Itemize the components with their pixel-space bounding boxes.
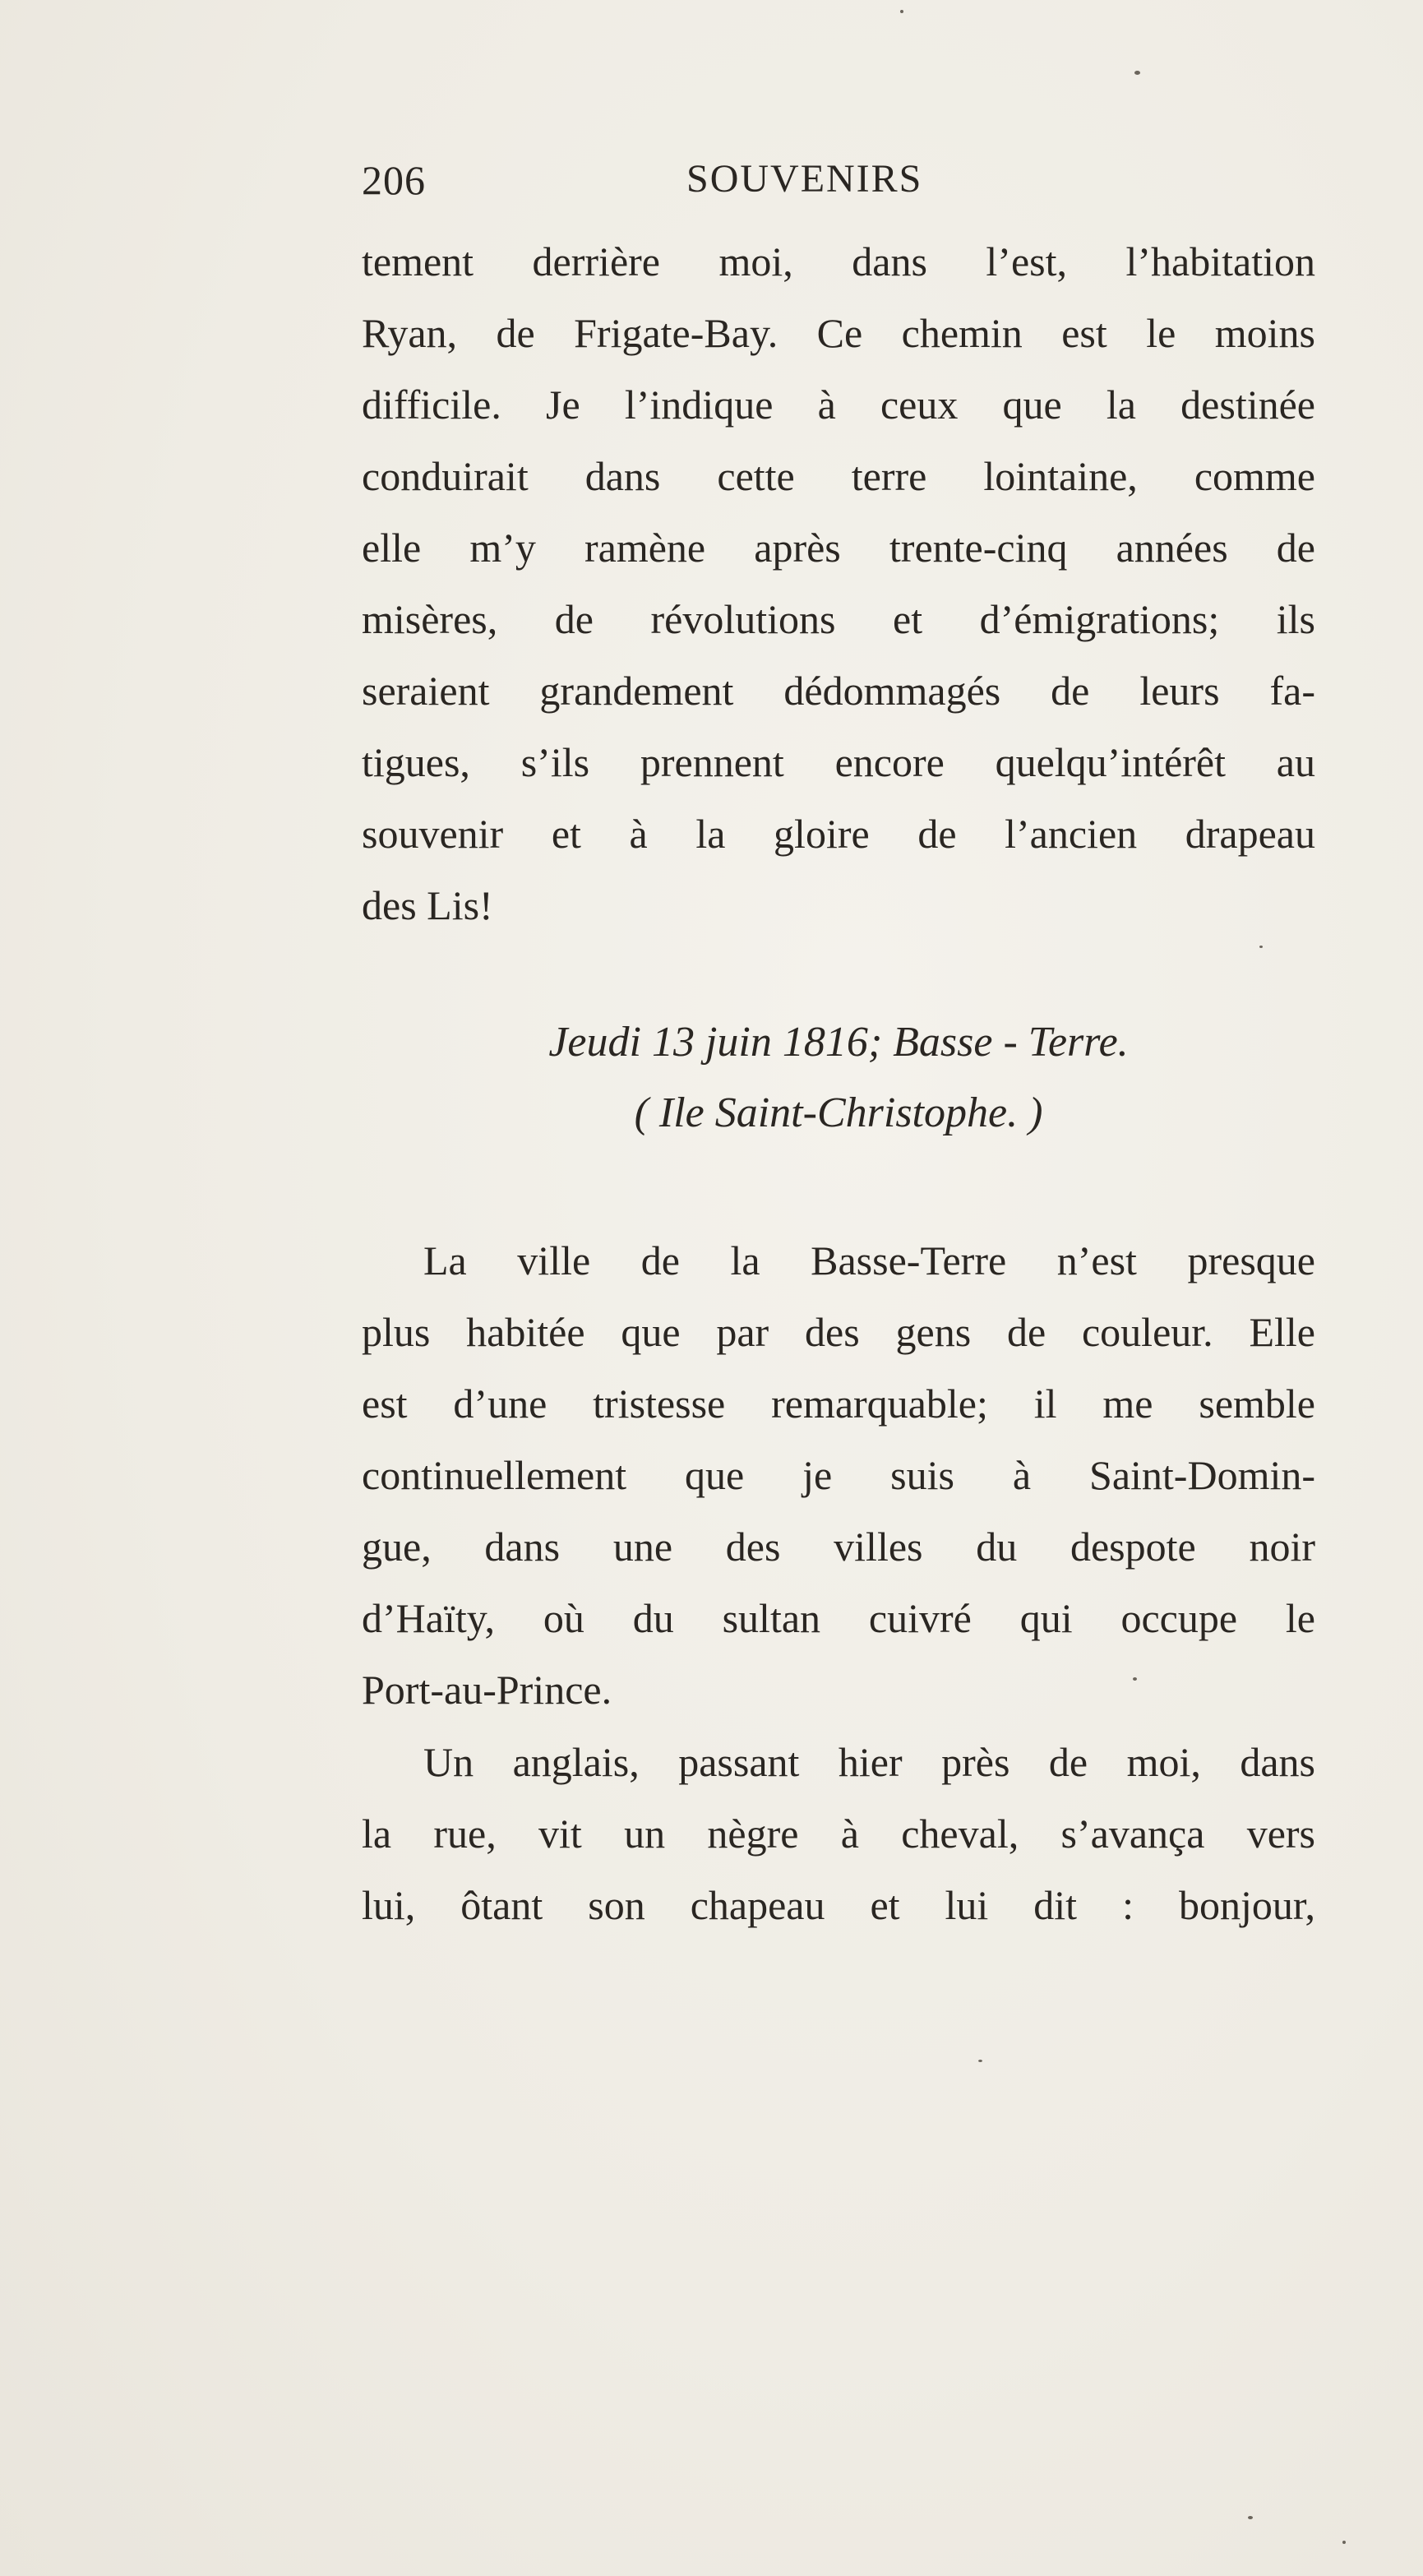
paragraph-anglais — [362, 1727, 1315, 1941]
text-line: plus habitée que par des gens de couleur. Elle — [362, 1309, 1315, 1355]
text-line: est d’une tristesse remarquable; il me semble — [362, 1380, 1315, 1427]
paragraph-continuation — [362, 226, 1315, 941]
text-line: tigues, s’ils prennent encore quelqu’intérêt au — [362, 739, 1315, 785]
text-line: Ryan, de Frigate-Bay. Ce chemin est le moins — [362, 310, 1315, 356]
text-line: la rue, vit un nègre à cheval, s’avança vers — [362, 1811, 1315, 1857]
paper-speck — [1259, 946, 1263, 948]
text-line: souvenir et à la gloire de l’ancien drapeau — [362, 811, 1315, 857]
text-line: elle m’y ramène après trente-cinq années de — [362, 525, 1315, 571]
paper-speck — [978, 2060, 982, 2062]
text-line: gue, dans une des villes du despote noir — [362, 1524, 1315, 1570]
text-line: Un anglais, passant hier près de moi, dans — [423, 1739, 1315, 1785]
text-line: La ville de la Basse-Terre n’est presque — [423, 1237, 1315, 1283]
text-line: difficile. Je l’indique à ceux que la destinée — [362, 382, 1315, 428]
page-header — [362, 156, 1324, 222]
paper-speck — [1342, 2541, 1346, 2544]
text-line: lui, ôtant son chapeau et lui dit : bonjour, — [362, 1882, 1315, 1928]
paper-speck — [900, 10, 903, 13]
paper-speck — [1248, 2516, 1253, 2519]
text-line: misères, de révolutions et d’émigrations; ils — [362, 596, 1315, 642]
page-number: 206 — [362, 157, 426, 203]
heading-island: ( Ile Saint-Christophe. ) — [634, 1089, 1043, 1136]
text-line: Port-au-Prince. — [362, 1667, 612, 1713]
section-heading — [362, 1007, 1315, 1149]
paper-speck — [1134, 71, 1140, 75]
text-line: seraient grandement dédommagés de leurs fa- — [362, 668, 1315, 714]
text-line: continuellement que je suis à Saint-Domin- — [362, 1452, 1315, 1498]
text-line: conduirait dans cette terre lointaine, comme — [362, 453, 1315, 499]
text-line: d’Haïty, où du sultan cuivré qui occupe le — [362, 1595, 1315, 1641]
text-line: tement derrière moi, dans l’est, l’habitation — [362, 238, 1315, 284]
text-line: des Lis! — [362, 882, 493, 928]
paragraph-basse-terre — [362, 1225, 1315, 1726]
heading-date-place: Jeudi 13 juin 1816; Basse - Terre. — [548, 1019, 1129, 1066]
running-title: SOUVENIRS — [686, 157, 923, 201]
